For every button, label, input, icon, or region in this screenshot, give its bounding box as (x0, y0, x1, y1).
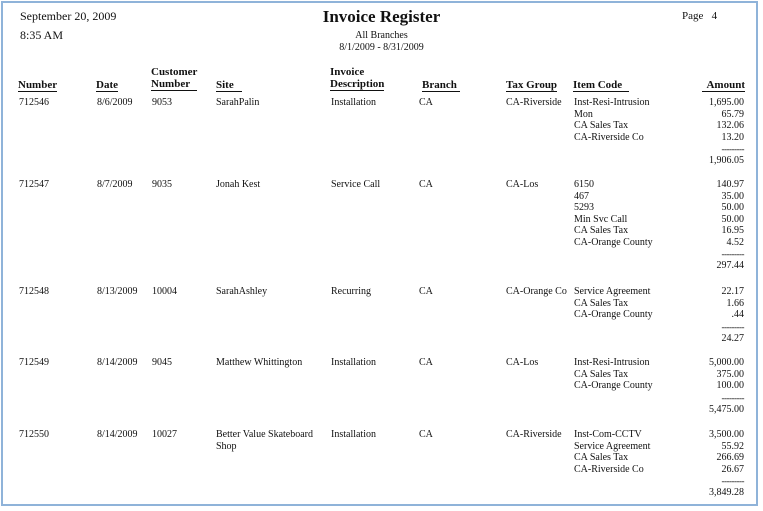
report-time: 8:35 AM (20, 28, 64, 42)
item-code: CA Sales Tax (574, 225, 629, 236)
item-amount: 4.52 (726, 236, 744, 248)
tax-group: CA-Orange Co (506, 286, 567, 297)
col-number: Number (18, 79, 58, 91)
col-branch: Branch (422, 79, 460, 92)
invoice-number: 712549 (19, 357, 49, 368)
branch-filter: All Branches (355, 30, 408, 41)
invoice-description: Recurring (331, 286, 371, 297)
item-amount: 5,000.00 (709, 357, 744, 368)
site-name: Jonah Kest (216, 179, 261, 190)
invoice-date: 8/6/2009 (97, 97, 133, 108)
item-code: Mon (574, 108, 593, 120)
item-amount: 35.00 (721, 190, 744, 202)
item-code: CA-Riverside Co (574, 131, 644, 143)
col-description-line2: Description (330, 78, 385, 90)
invoice-total: 3,849.28 (709, 487, 744, 498)
item-code: Inst-Com-CCTV (574, 429, 642, 440)
customer-number: 10004 (152, 286, 177, 297)
item-amount: 1.66 (726, 297, 744, 309)
item-code: Min Svc Call (574, 213, 628, 225)
site-name: Matthew Whittington (216, 357, 303, 368)
customer-number: 9045 (152, 357, 172, 368)
item-code: CA Sales Tax (574, 368, 629, 380)
item-code: Inst-Resi-Intrusion (574, 97, 650, 108)
item-amount: 26.67 (721, 463, 744, 475)
col-customer-number (151, 66, 197, 91)
col-date: Date (96, 79, 118, 91)
invoice-total: 297.44 (716, 260, 744, 271)
branch: CA (419, 429, 433, 440)
site-name: SarahAshley (216, 286, 268, 297)
item-code: CA Sales Tax (574, 452, 629, 463)
total-separator: --------- (721, 321, 744, 332)
item-code: CA-Riverside Co (574, 463, 644, 475)
item-code: CA Sales Tax (574, 297, 629, 309)
total-separator: --------- (721, 249, 744, 259)
item-amount: 55.92 (721, 440, 744, 452)
branch: CA (419, 286, 433, 297)
item-code: Inst-Resi-Intrusion (574, 357, 650, 368)
invoice-date: 8/13/2009 (97, 286, 138, 297)
tax-group: CA-Riverside (506, 97, 562, 108)
invoice-date: 8/14/2009 (97, 357, 138, 368)
item-code: 467 (574, 190, 589, 202)
item-code: 6150 (574, 179, 594, 190)
customer-number: 10027 (152, 429, 177, 440)
item-code: CA-Orange County (574, 236, 653, 248)
item-code: CA Sales Tax (574, 120, 629, 131)
total-separator: --------- (721, 144, 744, 154)
item-code: Service Agreement (574, 440, 651, 452)
col-site: Site (216, 79, 242, 92)
item-amount: 16.95 (721, 225, 744, 236)
branch: CA (419, 179, 433, 190)
item-amount: 50.00 (721, 202, 744, 213)
invoice-description: Installation (331, 357, 376, 368)
item-amount: 65.79 (721, 108, 744, 120)
item-code: Service Agreement (574, 286, 651, 297)
item-code: CA-Orange County (574, 309, 653, 320)
tax-group: CA-Los (506, 179, 539, 190)
invoice-description: Service Call (331, 179, 381, 190)
invoice-number: 712547 (19, 179, 49, 190)
item-amount: 375.00 (716, 368, 744, 380)
col-customer-number-line2: Number (151, 78, 191, 90)
item-amount: 1,695.00 (709, 97, 744, 108)
customer-number: 9035 (152, 179, 172, 190)
item-code: 5293 (574, 202, 594, 213)
item-amount: 140.97 (716, 179, 744, 190)
report-date: September 20, 2009 (20, 9, 117, 23)
total-separator: --------- (721, 476, 744, 486)
item-amount: 22.17 (721, 286, 744, 297)
item-amount: 132.06 (716, 120, 744, 131)
total-separator: --------- (721, 392, 744, 403)
date-range: 8/1/2009 - 8/31/2009 (339, 42, 424, 53)
invoice-date: 8/14/2009 (97, 429, 138, 440)
item-code: CA-Orange County (574, 380, 653, 391)
tax-group: CA-Riverside (506, 429, 562, 440)
tax-group: CA-Los (506, 357, 539, 368)
site-name: Better Value Skateboard (216, 429, 314, 440)
invoice-total: 24.27 (721, 332, 744, 344)
page-label: Page (682, 10, 704, 22)
col-invoice-description (330, 66, 384, 91)
col-amount: Amount (702, 79, 745, 92)
col-tax-group: Tax Group (506, 79, 558, 91)
page-number: 4 (711, 10, 718, 22)
col-customer-number-line1: Customer (151, 66, 198, 78)
item-amount: 266.69 (716, 452, 744, 463)
page-indicator (682, 10, 717, 22)
col-description-line1: Invoice (330, 66, 365, 78)
branch: CA (419, 97, 433, 108)
item-amount: 13.20 (721, 131, 744, 143)
report-title: Invoice Register (322, 7, 441, 26)
item-amount: .44 (731, 309, 744, 320)
item-amount: 50.00 (721, 213, 744, 225)
site-name: Shop (216, 440, 237, 452)
col-item-code: Item Code (573, 79, 629, 92)
site-name: SarahPalin (216, 97, 260, 108)
customer-number: 9053 (152, 97, 172, 108)
item-amount: 3,500.00 (709, 429, 744, 440)
invoice-total: 5,475.00 (709, 403, 744, 415)
invoice-number: 712546 (19, 97, 49, 108)
invoice-description: Installation (331, 97, 376, 108)
invoice-number: 712550 (19, 429, 49, 440)
invoice-number: 712548 (19, 286, 49, 297)
invoice-total: 1,906.05 (709, 155, 744, 166)
invoice-date: 8/7/2009 (97, 179, 133, 190)
item-amount: 100.00 (716, 380, 744, 391)
branch: CA (419, 357, 433, 368)
invoice-description: Installation (331, 429, 376, 440)
